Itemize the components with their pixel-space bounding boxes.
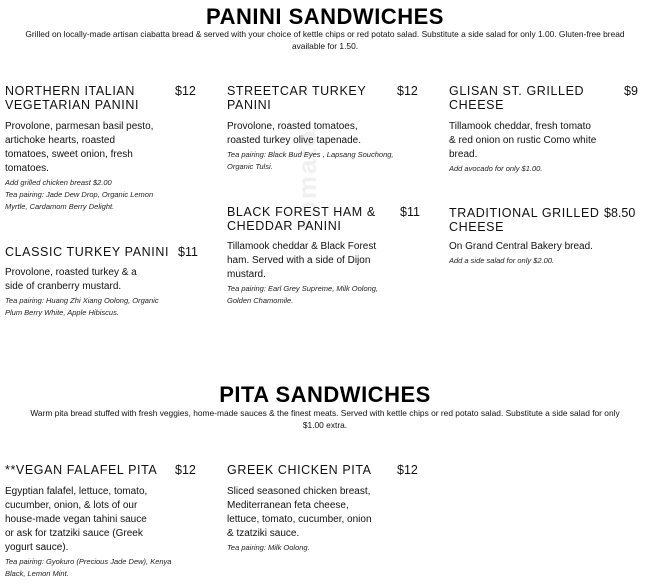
item-desc-line: cucumber, onion, & lots of our xyxy=(5,500,138,511)
panini-subtitle-line2: available for 1.50. xyxy=(291,41,359,51)
item-desc-line: mustard. xyxy=(227,269,266,280)
item-note-line: Plum Berry White, Apple Hibiscus. xyxy=(5,308,119,317)
item-desc-line: & red onion on rustic Como white xyxy=(449,135,597,146)
item-note-line: Black, Lemon Mint. xyxy=(5,569,69,578)
item-desc-line: tomatoes. xyxy=(5,163,49,174)
pita-section-title: PITA SANDWICHES xyxy=(219,382,431,407)
item-note-line: Organic Tulsi. xyxy=(227,162,273,171)
menu-item-greek-chicken-pita xyxy=(227,463,427,558)
item-price: $12 xyxy=(175,84,196,98)
item-price: $12 xyxy=(175,463,196,477)
menu-item-streetcar-turkey xyxy=(227,84,422,174)
item-price: $11 xyxy=(400,205,420,219)
item-desc-line: side of cranberry mustard. xyxy=(5,281,122,292)
item-note-line: Tea pairing: Milk Oolong. xyxy=(227,543,310,552)
item-note-line: Tea pairing: Black Bud Eyes , Lapsang Souchong, xyxy=(227,150,394,159)
menu-item-black-forest-ham xyxy=(227,205,422,310)
item-name-line1: **VEGAN FALAFEL PITA xyxy=(5,463,158,477)
item-name-line2: PANINI xyxy=(227,98,272,112)
item-desc-line: Provolone, roasted turkey & a xyxy=(5,267,137,278)
item-desc-line: Sliced seasoned chicken breast, xyxy=(227,486,371,497)
item-price: $9 xyxy=(624,84,638,98)
item-note-line: Myrtle, Cardamom Berry Delight. xyxy=(5,202,115,211)
item-price: $11 xyxy=(178,245,198,259)
item-desc-line: Mediterranean feta cheese, xyxy=(227,500,349,511)
menu-item-glisan-grilled-cheese xyxy=(449,84,639,179)
item-price: $12 xyxy=(397,84,418,98)
item-note-line: Tea pairing: Jade Dew Drop, Organic Lemon xyxy=(5,190,154,199)
item-desc-line: & tzatziki sauce. xyxy=(227,528,300,539)
menu-item-vegan-falafel-pita xyxy=(5,463,205,585)
item-desc-line: ham. Served with a side of Dijon xyxy=(227,255,371,266)
item-note-line: Add avocado for only $1.00. xyxy=(449,164,543,173)
item-name-line1: CLASSIC TURKEY PANINI xyxy=(5,245,170,259)
item-desc-line: yogurt sauce). xyxy=(5,542,69,553)
item-desc-line: Tillamook cheddar & Black Forest xyxy=(227,241,377,252)
menu-item-classic-turkey xyxy=(5,245,205,320)
item-name-line1: NORTHERN ITALIAN xyxy=(5,84,135,98)
item-desc-line: artichoke hearts, roasted xyxy=(5,135,116,146)
item-note-line: Tea pairing: Gyokuro (Precious Jade Dew), Kenya xyxy=(5,557,172,566)
item-name-line1: GLISAN ST. GRILLED xyxy=(449,84,585,98)
item-desc-line: lettuce, tomato, cucumber, onion xyxy=(227,514,372,525)
item-note-line: Add grilled chicken breast $2.00 xyxy=(5,178,112,187)
item-name-line2: CHEESE xyxy=(449,98,505,112)
panini-section-title: PANINI SANDWICHES xyxy=(206,4,444,29)
item-name-line1: TRADITIONAL GRILLED xyxy=(449,206,600,220)
item-note-line: Tea pairing: Huang Zhi Xiang Oolong, Organic xyxy=(5,296,159,305)
item-note-line: Tea pairing: Earl Grey Supreme, Milk Oolong, xyxy=(227,284,379,293)
item-name-line2: CHEDDAR PANINI xyxy=(227,219,342,233)
menu-item-northern-italian xyxy=(5,84,195,214)
item-desc-line: or ask for tzatziki sauce (Greek xyxy=(5,528,143,539)
item-name-line1: BLACK FOREST HAM & xyxy=(227,205,376,219)
item-name-line2: CHEESE xyxy=(449,220,505,234)
item-name-line1: STREETCAR TURKEY xyxy=(227,84,367,98)
item-desc-line: Provolone, parmesan basil pesto, xyxy=(5,121,154,132)
item-note-line: Golden Chamomile. xyxy=(227,296,294,305)
item-desc-line: On Grand Central Bakery bread. xyxy=(449,241,593,252)
item-note-line: Add a side salad for only $2.00. xyxy=(449,256,555,265)
item-desc-line: Provolone, roasted tomatoes, xyxy=(227,121,358,132)
item-price: $8.50 xyxy=(604,206,636,220)
menu-item-traditional-grilled-cheese xyxy=(449,206,644,271)
item-desc-line: bread. xyxy=(449,149,478,160)
item-desc-line: roasted turkey olive tapenade. xyxy=(227,135,361,146)
pita-subtitle-line1: Warm pita bread stuffed with fresh veggies, home-made sauces & the finest meats. Served with kettle chips or red potato salad. Substitute a side salad for only xyxy=(30,408,620,418)
item-desc-line: house-made vegan tahini sauce xyxy=(5,514,147,525)
watermark: zomato xyxy=(292,129,322,232)
pita-subtitle-line2: $1.00 extra. xyxy=(302,420,348,430)
item-desc-line: Egyptian falafel, lettuce, tomato, xyxy=(5,486,148,497)
item-price: $12 xyxy=(397,463,418,477)
panini-subtitle-line1: Grilled on locally-made artisan ciabatta bread & served with your choice of kettle chips or red potato salad. Substitute a side salad for only 1.00. Gluten-free bread xyxy=(25,29,625,39)
item-desc-line: tomatoes, sweet onion, fresh xyxy=(5,149,133,160)
item-name-line1: GREEK CHICKEN PITA xyxy=(227,463,372,477)
item-desc-line: Tillamook cheddar, fresh tomato xyxy=(449,121,591,132)
item-name-line2: VEGETARIAN PANINI xyxy=(5,98,140,112)
